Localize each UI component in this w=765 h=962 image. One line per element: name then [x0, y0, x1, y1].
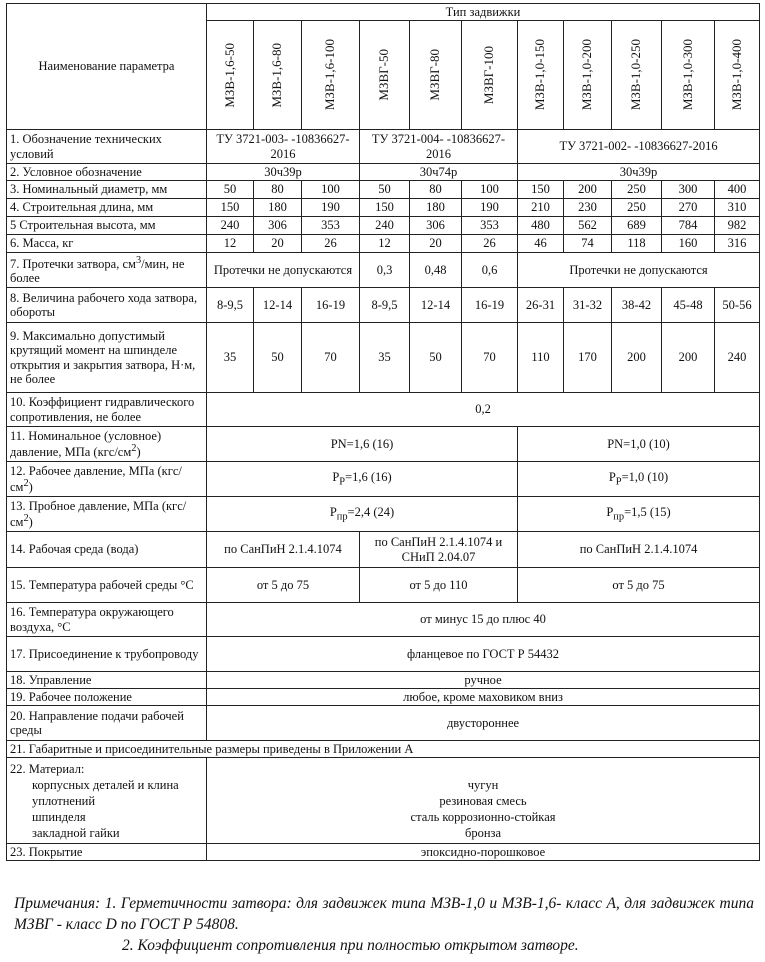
table-row	[7, 532, 760, 568]
cell-value: эпоксидно-порошковое	[207, 844, 760, 861]
cell-value: 0,6	[462, 253, 518, 288]
model-header: МЗВ-1,6-100	[302, 21, 360, 130]
cell-value: двустороннее	[207, 706, 760, 741]
model-header: МЗВ-1,0-250	[612, 21, 662, 130]
cell-value: Протечки не допускаются	[207, 253, 360, 288]
table-row	[7, 253, 760, 288]
table-row	[7, 689, 760, 706]
cell-value: 100	[302, 181, 360, 199]
cell-value: 100	[462, 181, 518, 199]
cell-value: 110	[518, 323, 564, 393]
table-row	[7, 199, 760, 217]
cell-value: 353	[462, 217, 518, 235]
cell-value: по СанПиН 2.1.4.1074	[518, 532, 760, 568]
model-header: МЗВ-1,0-200	[564, 21, 612, 130]
cell-value: 480	[518, 217, 564, 235]
cell-value: 240	[360, 217, 410, 235]
row-label: 14. Рабочая среда (вода)	[7, 532, 207, 568]
cell-value: 200	[662, 323, 715, 393]
notes	[14, 893, 754, 956]
cell-value: 0,48	[410, 253, 462, 288]
row-label: 6. Масса, кг	[7, 235, 207, 253]
row-label: 13. Пробное давление, МПа $(кгс/см^2)$	[7, 497, 207, 532]
cell-value: ТУ 3721-002- -10836627-2016	[518, 130, 760, 164]
row-label: 16. Температура окружающего воздуха, °С	[7, 603, 207, 637]
cell-value: 270	[662, 199, 715, 217]
cell-value: 190	[462, 199, 518, 217]
cell-value: от минус 15 до плюс 40	[207, 603, 760, 637]
cell-value: 250	[612, 181, 662, 199]
cell-value: 38-42	[612, 288, 662, 323]
cell-value: 12-14	[410, 288, 462, 323]
cell-value: 190	[302, 199, 360, 217]
cell-value: 316	[715, 235, 760, 253]
cell-value: 20	[410, 235, 462, 253]
cell-value: Протечки не допускаются	[518, 253, 760, 288]
cell-value: 240	[207, 217, 254, 235]
table-row	[7, 393, 760, 427]
row-label: 10. Коэффициент гидравлического сопротивления, не более	[7, 393, 207, 427]
cell-value: 150	[207, 199, 254, 217]
cell-value: 50-56	[715, 288, 760, 323]
cell-value: 200	[564, 181, 612, 199]
cell-value: 12-14	[254, 288, 302, 323]
row-label: 12. Рабочее давление, МПа $(кгс/см^2)$	[7, 462, 207, 497]
cell-value: 30ч39р	[207, 164, 360, 181]
cell-value: PN=1,6 (16)	[207, 427, 518, 462]
row-label: 3. Номинальный диаметр, мм	[7, 181, 207, 199]
model-header: МЗВГ-100	[462, 21, 518, 130]
cell-value: 30ч74р	[360, 164, 518, 181]
table-row	[7, 217, 760, 235]
model-header: МЗВ-1,6-50	[207, 21, 254, 130]
cell-value: 50	[254, 323, 302, 393]
cell-value: по СанПиН 2.1.4.1074	[207, 532, 360, 568]
cell-value: 45-48	[662, 288, 715, 323]
row-label: 17. Присоединение к трубопроводу	[7, 637, 207, 672]
cell-value: 562	[564, 217, 612, 235]
cell-value: 250	[612, 199, 662, 217]
cell-value: 74	[564, 235, 612, 253]
cell-value: 8-9,5	[207, 288, 254, 323]
cell-value: 784	[662, 217, 715, 235]
cell-value: чугун резиновая смесь сталь коррозионно-стойкая бронза	[207, 758, 760, 844]
row-label: 11. Номинальное (условное) давление, МПа $(кгс/см^2)$	[7, 427, 207, 462]
note-2: 2. Коэффициент сопротивления при полностью открытом затворе.	[122, 937, 579, 954]
cell-value: 689	[612, 217, 662, 235]
cell-value: от 5 до 75	[518, 568, 760, 603]
cell-value: $P_P=1,6$ (16)	[207, 462, 518, 497]
header-row-type	[7, 4, 760, 21]
cell-value: 50	[207, 181, 254, 199]
row-label: 20. Направление подачи рабочей среды	[7, 706, 207, 741]
cell-value: $P_{пр}=2,4$ (24)	[207, 497, 518, 532]
cell-value: ручное	[207, 672, 760, 689]
cell-value: 0,3	[360, 253, 410, 288]
note-1: Примечания: 1. Герметичности затвора: для задвижек типа МЗВ-1,0 и МЗВ-1,6- класс А, для задвижек типа МЗВГ - класс D по ГОСТ Р 54808.	[14, 895, 754, 933]
cell-value: 12	[207, 235, 254, 253]
cell-value: от 5 до 110	[360, 568, 518, 603]
table-row	[7, 672, 760, 689]
cell-value: 0,2	[207, 393, 760, 427]
row-label: 21. Габаритные и присоединительные размеры приведены в Приложении А	[7, 741, 760, 758]
cell-value: 400	[715, 181, 760, 199]
cell-value: 70	[462, 323, 518, 393]
specification-table	[6, 3, 760, 861]
cell-value: 210	[518, 199, 564, 217]
cell-value: 310	[715, 199, 760, 217]
cell-value: 150	[360, 199, 410, 217]
row-label: 8. Величина рабочего хода затвора, обороты	[7, 288, 207, 323]
table-row	[7, 637, 760, 672]
cell-value: любое, кроме маховиком вниз	[207, 689, 760, 706]
cell-value: 30ч39р	[518, 164, 760, 181]
row-label: 5 Строительная высота, мм	[7, 217, 207, 235]
cell-value: $P_{пр}=1,5$ (15)	[518, 497, 760, 532]
table-row	[7, 130, 760, 164]
cell-value: 230	[564, 199, 612, 217]
cell-value: 118	[612, 235, 662, 253]
cell-value: 300	[662, 181, 715, 199]
cell-value: по СанПиН 2.1.4.1074 и СНиП 2.04.07	[360, 532, 518, 568]
cell-value: 12	[360, 235, 410, 253]
table-row	[7, 235, 760, 253]
cell-value: 16-19	[302, 288, 360, 323]
table-row	[7, 323, 760, 393]
cell-value: 200	[612, 323, 662, 393]
row-label: 15. Температура рабочей среды °С	[7, 568, 207, 603]
model-header: МЗВГ-50	[360, 21, 410, 130]
cell-value: 306	[254, 217, 302, 235]
cell-value: 180	[254, 199, 302, 217]
table-row	[7, 164, 760, 181]
cell-value: 31-32	[564, 288, 612, 323]
row-label: 23. Покрытие	[7, 844, 207, 861]
param-name-header: Наименование параметра	[7, 4, 207, 130]
cell-value: PN=1,0 (10)	[518, 427, 760, 462]
cell-value: 35	[360, 323, 410, 393]
model-header: МЗВ-1,0-300	[662, 21, 715, 130]
cell-value: 26-31	[518, 288, 564, 323]
cell-value: 170	[564, 323, 612, 393]
cell-value: 240	[715, 323, 760, 393]
cell-value: 50	[410, 323, 462, 393]
cell-value: 160	[662, 235, 715, 253]
cell-value: 180	[410, 199, 462, 217]
cell-value: 8-9,5	[360, 288, 410, 323]
table-row	[7, 603, 760, 637]
cell-value: $P_P=1,0$ (10)	[518, 462, 760, 497]
cell-value: 70	[302, 323, 360, 393]
cell-value: фланцевое по ГОСТ Р 54432	[207, 637, 760, 672]
table-row	[7, 181, 760, 199]
cell-value: 26	[462, 235, 518, 253]
row-label: 2. Условное обозначение	[7, 164, 207, 181]
table-row	[7, 741, 760, 758]
row-label: 22. Материал: корпусных деталей и клина уплотнений шпинделя закладной гайки	[7, 758, 207, 844]
table-row	[7, 844, 760, 861]
row-label: 9. Максимально допустимый крутящий момент на шпинделе открытия и закрытия затвора, Н·м, не более	[7, 323, 207, 393]
model-header: МЗВ-1,0-150	[518, 21, 564, 130]
model-header: МЗВГ-80	[410, 21, 462, 130]
table-row	[7, 568, 760, 603]
table-row	[7, 288, 760, 323]
row-label: 18. Управление	[7, 672, 207, 689]
cell-value: ТУ 3721-004- -10836627-2016	[360, 130, 518, 164]
cell-value: 150	[518, 181, 564, 199]
cell-value: 353	[302, 217, 360, 235]
cell-value: 16-19	[462, 288, 518, 323]
row-label: 7. Протечки затвора, $см^3$/мин, не более	[7, 253, 207, 288]
model-header: МЗВ-1,0-400	[715, 21, 760, 130]
table-row	[7, 462, 760, 497]
table-row	[7, 427, 760, 462]
cell-value: 46	[518, 235, 564, 253]
cell-value: от 5 до 75	[207, 568, 360, 603]
cell-value: 20	[254, 235, 302, 253]
table-row	[7, 758, 760, 844]
table-row	[7, 497, 760, 532]
row-label: 19. Рабочее положение	[7, 689, 207, 706]
valve-type-header: Тип задвижки	[207, 4, 760, 21]
row-label: 4. Строительная длина, мм	[7, 199, 207, 217]
cell-value: ТУ 3721-003- -10836627-2016	[207, 130, 360, 164]
model-header: МЗВ-1,6-80	[254, 21, 302, 130]
row-label: 1. Обозначение технических условий	[7, 130, 207, 164]
cell-value: 26	[302, 235, 360, 253]
cell-value: 35	[207, 323, 254, 393]
cell-value: 306	[410, 217, 462, 235]
cell-value: 80	[254, 181, 302, 199]
table-row	[7, 706, 760, 741]
cell-value: 50	[360, 181, 410, 199]
cell-value: 80	[410, 181, 462, 199]
cell-value: 982	[715, 217, 760, 235]
